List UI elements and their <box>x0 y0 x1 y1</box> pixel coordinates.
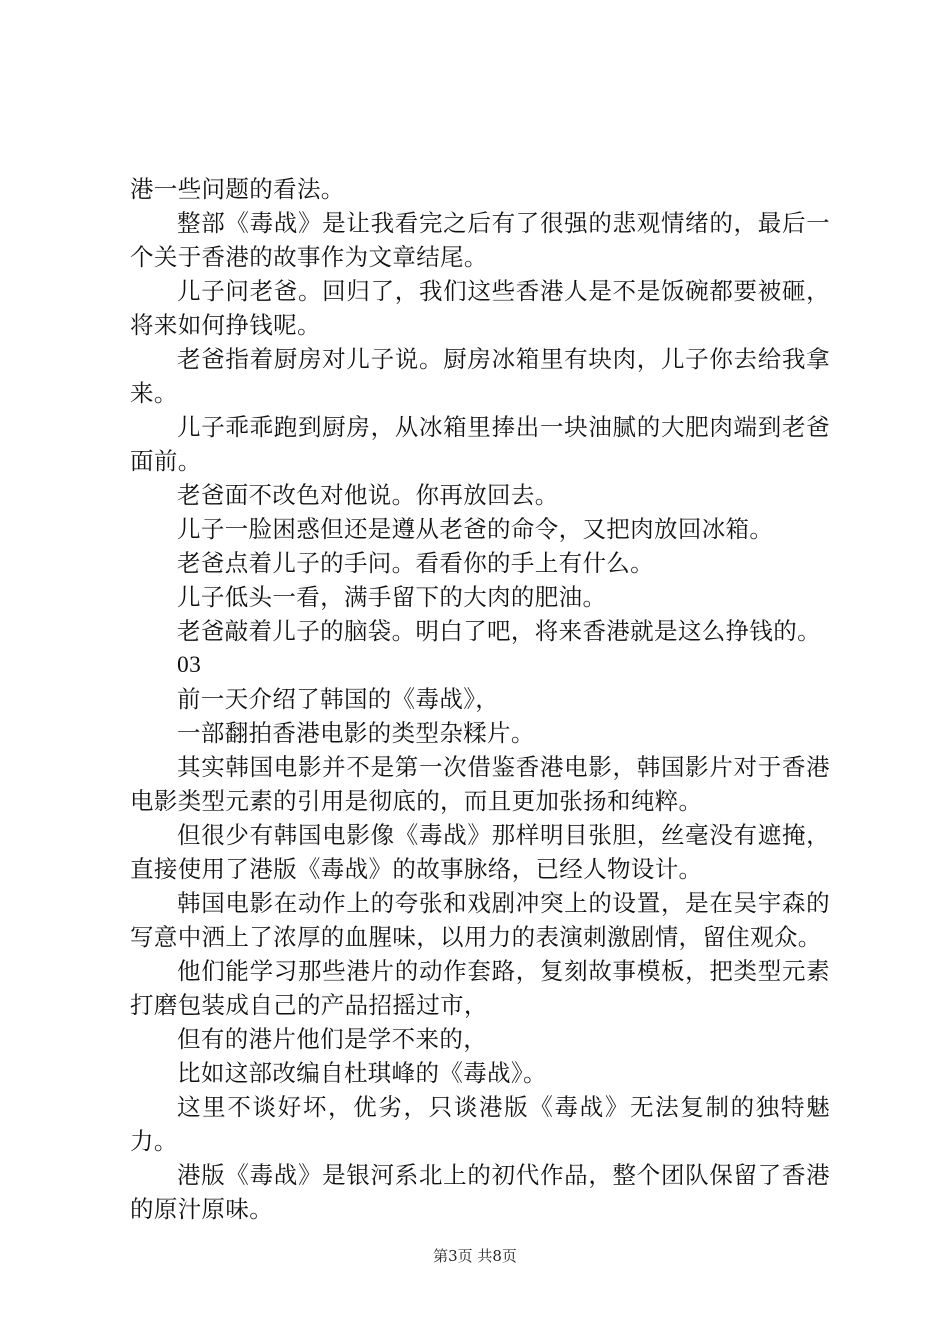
paragraph: 韩国电影在动作上的夸张和戏剧冲突上的设置，是在吴宇森的写意中洒上了浓厚的血腥味，以用力的表演刺激剧情，留住观众。 <box>130 889 830 951</box>
paragraph: 但很少有韩国电影像《毒战》那样明目张胆，丝毫没有遮掩，直接使用了港版《毒战》的故事脉络，已经人物设计。 <box>130 821 830 883</box>
paragraph: 儿子一脸困惑但还是遵从老爸的命令，又把肉放回冰箱。 <box>177 515 774 543</box>
paragraph: 他们能学习那些港片的动作套路，复刻故事模板，把类型元素打磨包装成自己的产品招摇过市， <box>130 957 830 1019</box>
paragraph: 老爸点着儿子的手问。看看你的手上有什么。 <box>177 549 654 577</box>
paragraph: 一部翻拍香港电影的类型杂糅片。 <box>177 719 535 747</box>
paragraph: 其实韩国电影并不是第一次借鉴香港电影，韩国影片对于香港电影类型元素的引用是彻底的，而且更加张扬和纯粹。 <box>130 753 830 815</box>
paragraph: 港版《毒战》是银河系北上的初代作品，整个团队保留了香港的原汁原味。 <box>130 1161 830 1223</box>
paragraph: 儿子低头一看，满手留下的大肉的肥油。 <box>177 583 607 611</box>
paragraph: 儿子问老爸。回归了，我们这些香港人是不是饭碗都要被砸，将来如何挣钱呢。 <box>130 277 830 339</box>
section-number: 03 <box>177 652 202 678</box>
page-footer: 第3页 共8页 <box>433 1247 517 1265</box>
paragraph: 港一些问题的看法。 <box>130 175 345 203</box>
paragraph: 老爸敲着儿子的脑袋。明白了吧，将来香港就是这么挣钱的。 <box>177 617 821 645</box>
paragraph: 前一天介绍了韩国的《毒战》， <box>177 685 500 713</box>
paragraph: 老爸面不改色对他说。你再放回去。 <box>177 481 559 509</box>
paragraph: 这里不谈好坏，优劣，只谈港版《毒战》无法复制的独特魅力。 <box>130 1093 830 1155</box>
paragraph: 老爸指着厨房对儿子说。厨房冰箱里有块肉，儿子你去给我拿来。 <box>130 345 830 407</box>
paragraph: 儿子乖乖跑到厨房，从冰箱里捧出一块油腻的大肥肉端到老爸面前。 <box>130 413 830 475</box>
paragraph: 比如这部改编自杜琪峰的《毒战》。 <box>177 1059 547 1087</box>
paragraph: 整部《毒战》是让我看完之后有了很强的悲观情绪的，最后一个关于香港的故事作为文章结尾。 <box>130 209 830 271</box>
paragraph: 但有的港片他们是学不来的， <box>177 1025 488 1053</box>
article-body <box>130 172 830 1226</box>
